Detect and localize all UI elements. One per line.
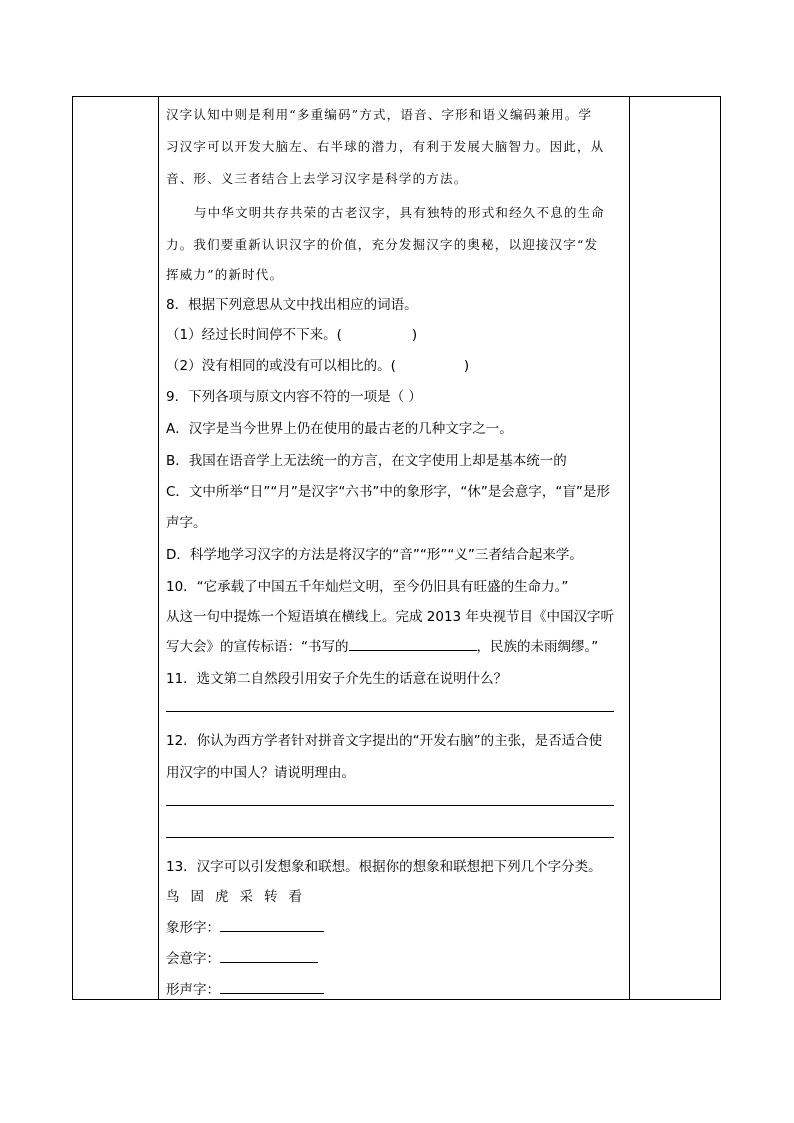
character: 固 [190, 889, 204, 905]
character: 采 [239, 889, 253, 905]
q8-item2-close: ) [463, 358, 470, 374]
passage-line: 习汉字可以开发大脑左、右半球的潜力，有利于发展大脑智力。因此，从 [166, 139, 605, 154]
q8-item1-close: ) [411, 327, 418, 343]
question-10-quote: 10．“它承载了中国五千年灿烂文明，至今仍旧具有旺盛的生命力。” [166, 579, 569, 595]
passage-line: 与中华文明共存共荣的古老汉字，具有独特的形式和经久不息的生命 [194, 205, 606, 220]
ideograph-blank[interactable] [220, 948, 318, 963]
passage-line: 挥威力”的新时代。 [166, 267, 284, 282]
character-list [166, 885, 313, 905]
answer-line[interactable] [166, 711, 614, 712]
slogan-blank[interactable] [349, 636, 477, 651]
q8-item1-text: （1）经过长时间停不下来。( [166, 327, 342, 343]
answer-line[interactable] [166, 837, 614, 838]
table-right-column [629, 97, 720, 999]
question-13-title: 13．汉字可以引发想象和联想。根据你的想象和联想把下列几个字分类。 [166, 859, 602, 875]
option-b: B．我国在语音学上无法统一的方言，在文字使用上却是基本统一的 [166, 453, 567, 469]
option-c-continued: 声字。 [166, 515, 207, 531]
pictograph-row [166, 916, 324, 936]
worksheet-table [72, 96, 721, 1000]
pictograph-blank[interactable] [220, 917, 324, 932]
ideograph-label: 会意字： [166, 951, 220, 967]
option-d: D．科学地学习汉字的方法是将汉字的“音”“形”“义”三者结合起来学。 [166, 547, 583, 563]
question-8-item-2 [166, 354, 469, 374]
slogan-prefix: 写大会》的宣传标语：“书写的 [166, 639, 349, 655]
passage-line: 音、形、义三者结合上去学习汉字是科学的方法。 [166, 171, 468, 186]
character: 虎 [215, 889, 229, 905]
question-10-instruction: 从这一句中提炼一个短语填在横线上。完成 2013 年央视节目《中国汉字听 [166, 609, 614, 625]
character: 转 [264, 889, 278, 905]
question-12-line-1: 12．你认为西方学者针对拼音文字提出的“开发右脑”的主张，是否适合使 [166, 733, 603, 749]
slogan-suffix: ，民族的未雨绸缪。” [476, 639, 599, 655]
question-8-title: 8．根据下列意思从文中找出相应的词语。 [166, 297, 418, 313]
ideograph-row [166, 947, 318, 967]
phonosemantic-blank[interactable] [220, 979, 324, 994]
option-a: A．汉字是当今世界上仍在使用的最古老的几种文字之一。 [166, 421, 513, 437]
table-left-column [73, 97, 159, 999]
phonosemantic-label: 形声字： [166, 982, 220, 998]
question-11-title: 11．选文第二自然段引用安子介先生的话意在说明什么？ [166, 671, 508, 687]
phonosemantic-row [166, 978, 324, 998]
character: 看 [288, 889, 302, 905]
q8-item2-text: （2）没有相同的或没有可以相比的。( [166, 358, 396, 374]
passage-line: 汉字认知中则是利用“多重编码”方式，语音、字形和语义编码兼用。学 [166, 107, 593, 122]
answer-line[interactable] [166, 805, 614, 806]
passage-line: 力。我们要重新认识汉字的价值，充分发掘汉字的奥秘，以迎接汉字“发 [166, 237, 599, 252]
question-9-title: 9．下列各项与原文内容不符的一项是（ ） [166, 389, 422, 405]
pictograph-label: 象形字： [166, 920, 220, 936]
character: 鸟 [166, 889, 180, 905]
question-12-line-2: 用汉字的中国人？请说明理由。 [166, 765, 355, 781]
option-c: C．文中所举“日”“月”是汉字“六书”中的象形字，“休”是会意字，“盲”是形 [166, 484, 610, 500]
question-10-slogan [166, 635, 598, 655]
question-8-item-1 [166, 323, 417, 343]
